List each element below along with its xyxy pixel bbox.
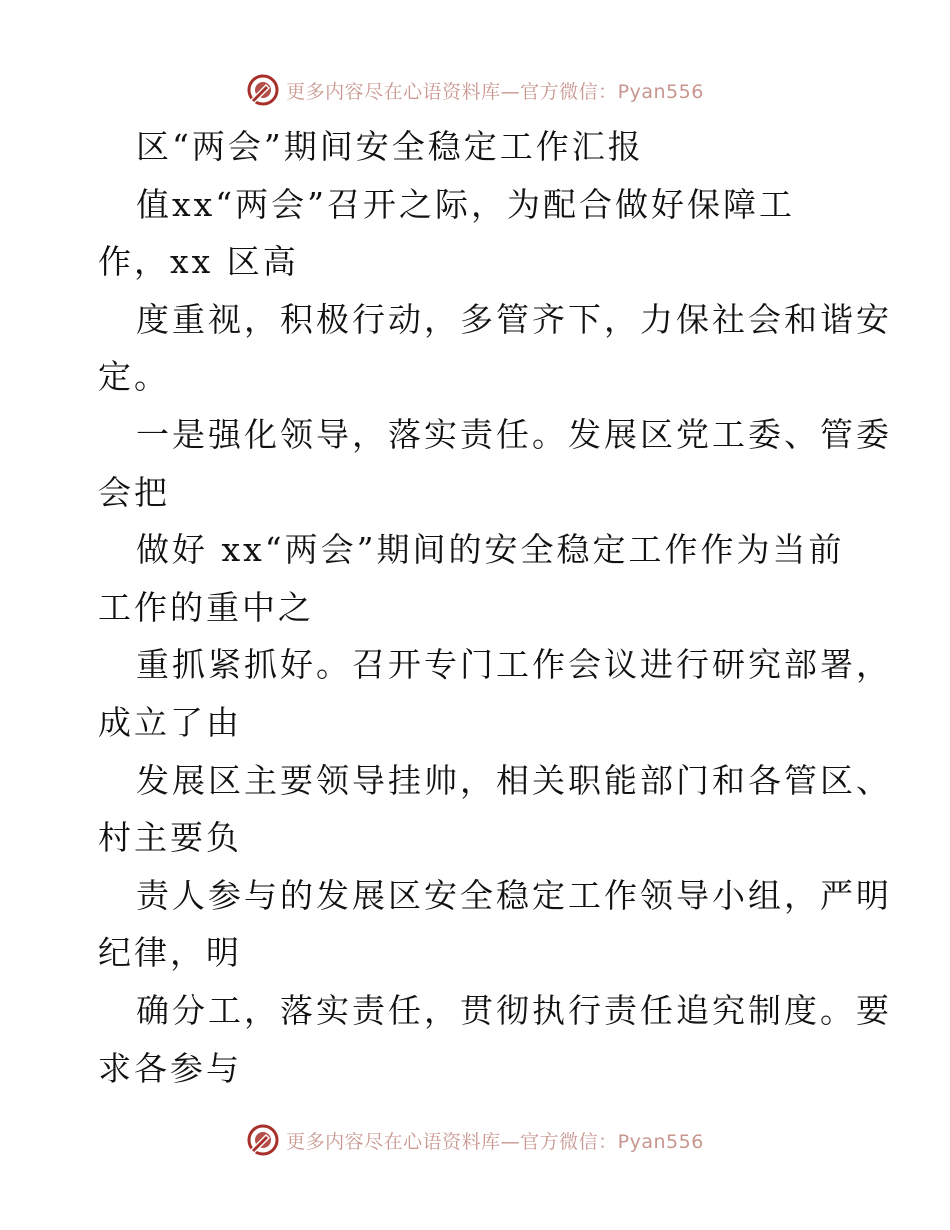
document-line: 纪律，明 — [98, 933, 242, 973]
document-line: 做好 xx“两会”期间的安全稳定工作作为当前 — [136, 530, 845, 570]
pen-circle-logo-icon — [246, 73, 280, 107]
document-line: 度重视，积极行动，多管齐下，力保社会和谐安 — [136, 299, 892, 339]
document-line: 成立了由 — [98, 702, 242, 742]
document-line: 工作的重中之 — [98, 587, 314, 627]
document-line: 确分工，落实责任，贯彻执行责任追究制度。要 — [136, 990, 892, 1030]
document-body — [98, 118, 892, 1097]
document-line: 值xx“两会”召开之际，为配合做好保障工 — [136, 184, 795, 224]
footer-banner — [0, 1120, 950, 1160]
document-line: 会把 — [98, 472, 170, 512]
document-line: 重抓紧抓好。召开专门工作会议进行研究部署， — [136, 645, 892, 685]
header-banner — [0, 70, 950, 110]
document-line: 一是强化领导，落实责任。发展区党工委、管委 — [136, 414, 892, 454]
document-line: 责人参与的发展区安全稳定工作领导小组，严明 — [136, 875, 892, 915]
document-line: 村主要负 — [98, 818, 242, 858]
document-line: 定。 — [98, 357, 170, 397]
document-line: 作，xx 区高 — [98, 242, 299, 282]
pen-circle-logo-icon — [246, 1123, 280, 1157]
document-line: 发展区主要领导挂帅，相关职能部门和各管区、 — [136, 760, 892, 800]
document-line: 求各参与 — [98, 1048, 242, 1088]
header-banner-text: 更多内容尽在心语资料库—官方微信：Pyan556 — [286, 80, 704, 103]
document-line: 区“两会”期间安全稳定工作汇报 — [136, 127, 644, 166]
footer-banner-text: 更多内容尽在心语资料库—官方微信：Pyan556 — [286, 1130, 704, 1153]
